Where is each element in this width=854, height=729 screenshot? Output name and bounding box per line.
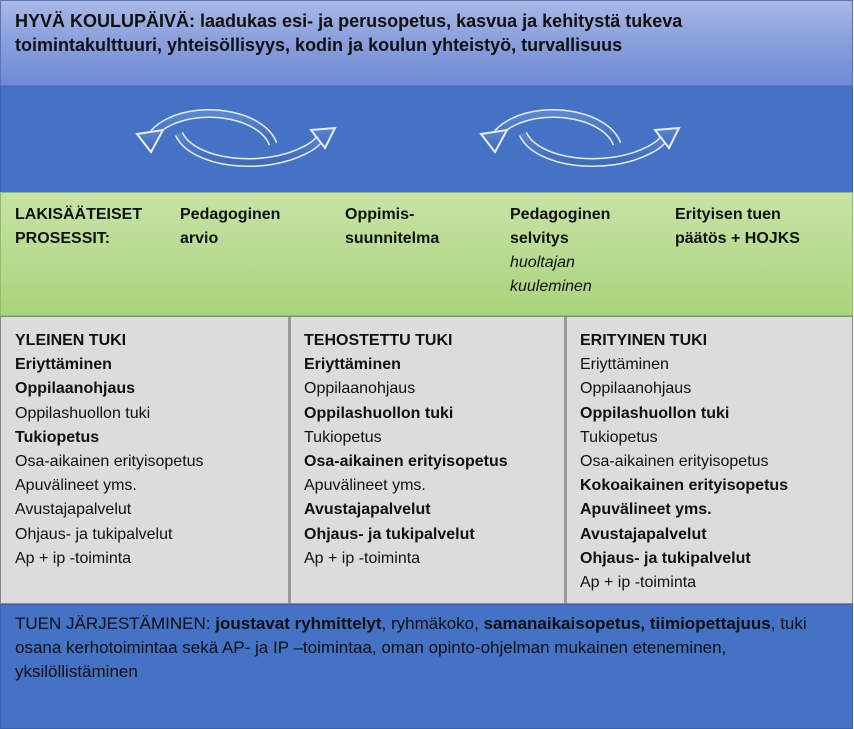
process-note: kuuleminen — [510, 278, 592, 295]
support-item: Avustajapalvelut — [580, 525, 707, 543]
process-line: arvio — [180, 230, 219, 247]
support-item: Ap + ip -toiminta — [15, 549, 132, 567]
support-item: Eriyttäminen — [304, 356, 401, 374]
support-item: Eriyttäminen — [580, 356, 669, 374]
header-line-2: toimintakulttuuri, yhteisöllisyys, kodin ja koulun yhteistyö, turvallisuus — [15, 35, 623, 55]
support-item: Oppilaanohjaus — [15, 380, 136, 398]
cycle-arrows-band — [0, 86, 853, 192]
header-line-1: HYVÄ KOULUPÄIVÄ: laadukas esi- ja perusopetus, kasvua ja kehitystä tukeva — [15, 11, 683, 31]
cycle-arrows-graphic — [1, 86, 854, 192]
processes-label-line-2: PROSESSIT: — [15, 230, 111, 247]
cycle-arrow-left-icon — [137, 113, 335, 162]
process-line: selvitys — [510, 230, 569, 247]
organization-segment: joustavat ryhmittelyt — [215, 614, 382, 633]
support-item: Apuvälineet yms. — [15, 477, 137, 495]
process-line: suunnitelma — [345, 230, 440, 247]
support-item: Kokoaikainen erityisopetus — [580, 477, 789, 495]
support-item: Tukiopetus — [15, 428, 100, 446]
organization-segment: samanaikaisopetus, tiimiopettajuus — [483, 614, 771, 633]
support-item: Osa-aikainen erityisopetus — [15, 453, 204, 471]
support-item: Osa-aikainen erityisopetus — [304, 453, 508, 471]
support-item: Ap + ip -toiminta — [580, 574, 697, 592]
statutory-processes-band — [0, 192, 853, 316]
process-line: Oppimis- — [345, 206, 415, 223]
level-title: YLEINEN TUKI — [15, 332, 127, 349]
header-banner — [0, 0, 853, 86]
support-item: Ohjaus- ja tukipalvelut — [304, 525, 475, 543]
organization-segment: TUEN JÄRJESTÄMINEN: — [15, 614, 216, 633]
cycle-arrow-right-icon — [481, 113, 679, 162]
organization-segment: , tuki osana kerhotoimintaa sekä AP- ja IP –toimintaa, oman opinto-ohjelman mukainen eteneminen, yksilöllistäminen — [15, 614, 807, 681]
processes-label — [15, 203, 142, 251]
level-column-special — [566, 317, 853, 603]
process-line: Pedagoginen — [180, 206, 281, 223]
level-title: ERITYINEN TUKI — [580, 332, 708, 349]
level-title: TEHOSTETTU TUKI — [304, 332, 453, 349]
support-item: Tukiopetus — [580, 428, 658, 446]
process-line: Erityisen tuen — [675, 206, 781, 223]
support-item: Oppilashuollon tuki — [15, 404, 151, 422]
support-organization-band — [0, 604, 853, 729]
support-item: Apuvälineet yms. — [304, 477, 426, 495]
organization-segment: , ryhmäkoko, — [381, 614, 484, 633]
support-item: Ap + ip -toiminta — [304, 549, 421, 567]
support-item: Osa-aikainen erityisopetus — [580, 453, 769, 471]
process-pedagogical-report — [510, 203, 610, 299]
support-item: Oppilashuollon tuki — [304, 404, 454, 422]
support-organization-text — [15, 612, 838, 684]
level-column-intensified — [290, 317, 565, 603]
process-special-support-decision — [675, 203, 800, 251]
support-item: Ohjaus- ja tukipalvelut — [580, 549, 751, 567]
process-learning-plan — [345, 203, 439, 251]
support-item: Ohjaus- ja tukipalvelut — [15, 525, 173, 543]
level-column-general — [1, 317, 289, 603]
support-item: Apuvälineet yms. — [580, 501, 712, 519]
support-levels-table — [0, 316, 853, 604]
support-item: Eriyttäminen — [15, 356, 112, 374]
support-item: Avustajapalvelut — [304, 501, 431, 519]
support-item: Oppilaanohjaus — [580, 380, 692, 398]
process-note: huoltajan — [510, 254, 575, 271]
support-item: Tukiopetus — [304, 428, 382, 446]
process-line: Pedagoginen — [510, 206, 611, 223]
support-item: Oppilaanohjaus — [304, 380, 416, 398]
processes-label-line-1: LAKISÄÄTEISET — [15, 206, 143, 223]
process-line: päätös + HOJKS — [675, 230, 800, 247]
support-item: Avustajapalvelut — [15, 501, 132, 519]
process-pedagogical-assessment — [180, 203, 280, 251]
support-item: Oppilashuollon tuki — [580, 404, 730, 422]
